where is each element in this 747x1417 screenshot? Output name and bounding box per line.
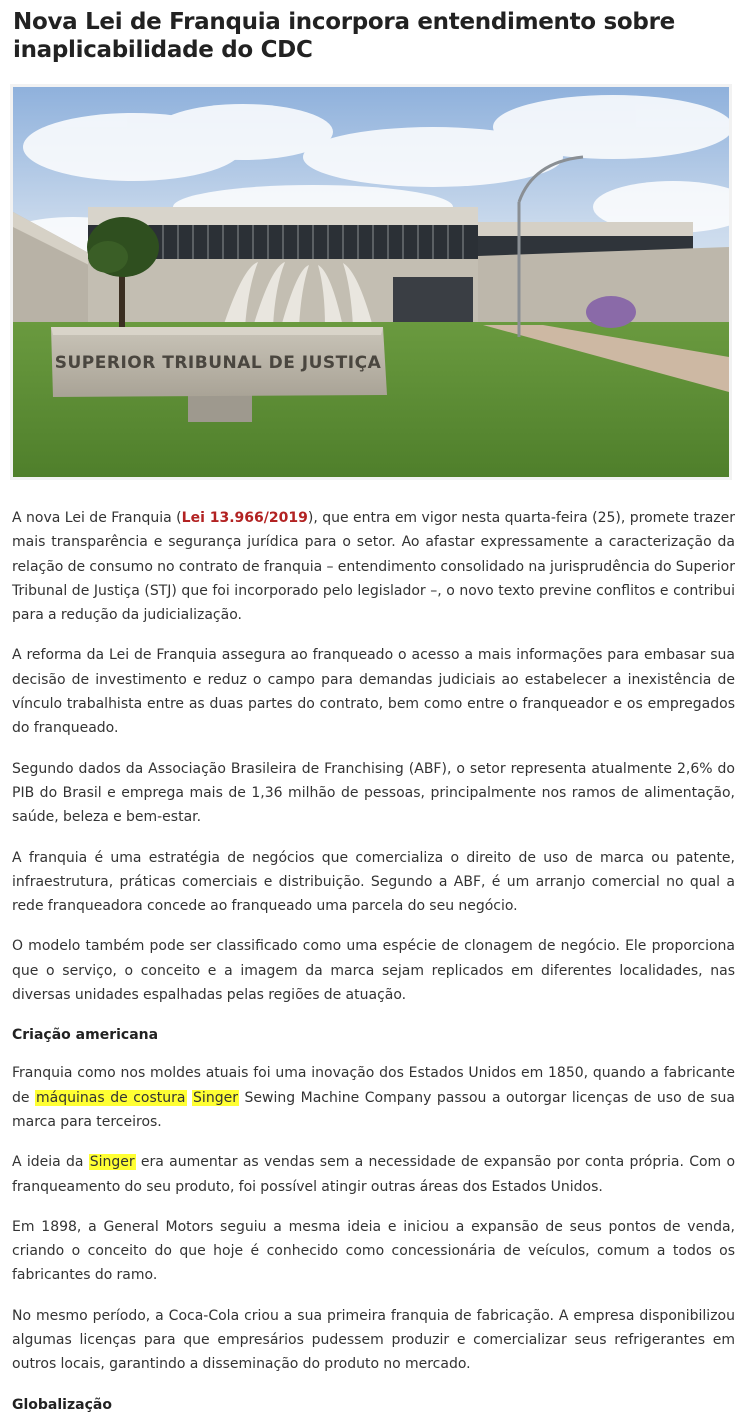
- paragraph-7: [12, 1150, 735, 1199]
- paragraph-6: [12, 1061, 735, 1134]
- p1-text-before: A nova Lei de Franquia (: [12, 510, 182, 526]
- highlight-maquinas-de-costura: máquinas de costura: [36, 1089, 186, 1106]
- paragraph-3: Segundo dados da Associação Brasileira de Franchising (ABF), o setor representa atualmente 2,6% do PIB do Brasil e emprega mais de 1,36 milhão de pessoas, principalmente nos ramos de alimentação, saúde, beleza e bem-estar.: [12, 760, 735, 826]
- paragraph-8: Em 1898, a General Motors seguiu a mesma ideia e iniciou a expansão de seus pontos de venda, criando o conceito do que hoje é conhecido como concessionária de veículos, comum a todos os fabricantes do ramo.: [12, 1218, 735, 1284]
- article-image-frame: [10, 84, 732, 480]
- p6-text-after: Sewing Machine Company passou a outorgar licenças de uso de sua marca para terceiros.: [12, 1089, 735, 1130]
- highlight-singer-2: Singer: [89, 1154, 135, 1171]
- subheading-criacao-americana: Criação americana: [12, 1027, 159, 1044]
- sign-text: SUPERIOR TRIBUNAL DE JUSTIÇA: [54, 353, 382, 373]
- paragraph-9: No mesmo período, a Coca-Cola criou a sua primeira franquia de fabricação. A empresa disponibilizou algumas licenças para que empresários pudessem produzir e comercializar seus refrigerantes em outros locais, garantindo a disseminação do produto no mercado.: [12, 1307, 735, 1373]
- article-page: [0, 8, 747, 1417]
- paragraph-2: A reforma da Lei de Franquia assegura ao franqueado o acesso a mais informações para embasar sua decisão de investimento e reduz o campo para demandas judiciais ao estabelecer a inexistência de vínculo trabalhista entre as duas partes do contrato, bem como entre o franqueador e os empregados do franqueado.: [12, 647, 735, 737]
- building-roof: [88, 207, 478, 225]
- article-title: Nova Lei de Franquia incorpora entendimento sobre inaplicabilidade do CDC: [13, 9, 675, 63]
- paragraph-1: [12, 506, 735, 627]
- article-body: [12, 506, 735, 1417]
- highlight-singer: Singer: [193, 1089, 238, 1106]
- stj-building-photo: [13, 87, 729, 477]
- paragraph-4: A franquia é uma estratégia de negócios que comercializa o direito de uso de marca ou patente, infraestrutura, práticas comerciais e distribuição. Segundo a ABF, é um arranjo comercial no qual a rede franqueadora concede ao franqueado uma parcela do seu negócio.: [12, 849, 735, 915]
- paragraph-5: O modelo também pode ser classificado como uma espécie de clonagem de negócio. Ele proporciona que o serviço, o conceito e a imagem da marca sejam replicados em diferentes localidades, nas diversas unidades espalhadas pelas regiões de atuação.: [12, 938, 735, 1004]
- p7-text-before: A ideia da: [12, 1154, 89, 1171]
- p1-text-after: ), que entra em vigor nesta quarta-feira (25), promete trazer mais transparência e segurança jurídica para o setor. Ao afastar expressamente a caracterização da relação de consumo no contrato de franquia – entendimento consolidado na jurisprudência do Superior Tribunal de Justiça (STJ) que foi incorporado pelo legislador –, o novo texto previne conflitos e contribui para a redução da judicialização.: [12, 510, 736, 624]
- flowering-bush: [586, 296, 636, 328]
- law-link[interactable]: Lei 13.966/2019: [181, 510, 308, 526]
- p7-text-after: era aumentar as vendas sem a necessidade de expansão por conta própria. Com o franqueamento do seu produto, foi possível atingir outras áreas dos Estados Unidos.: [12, 1154, 736, 1195]
- p6-text-before: Franquia como nos moldes atuais foi uma inovação dos Estados Unidos em 1850, quando a fabricante de: [12, 1065, 735, 1106]
- subheading-globalizacao: Globalização: [12, 1396, 112, 1413]
